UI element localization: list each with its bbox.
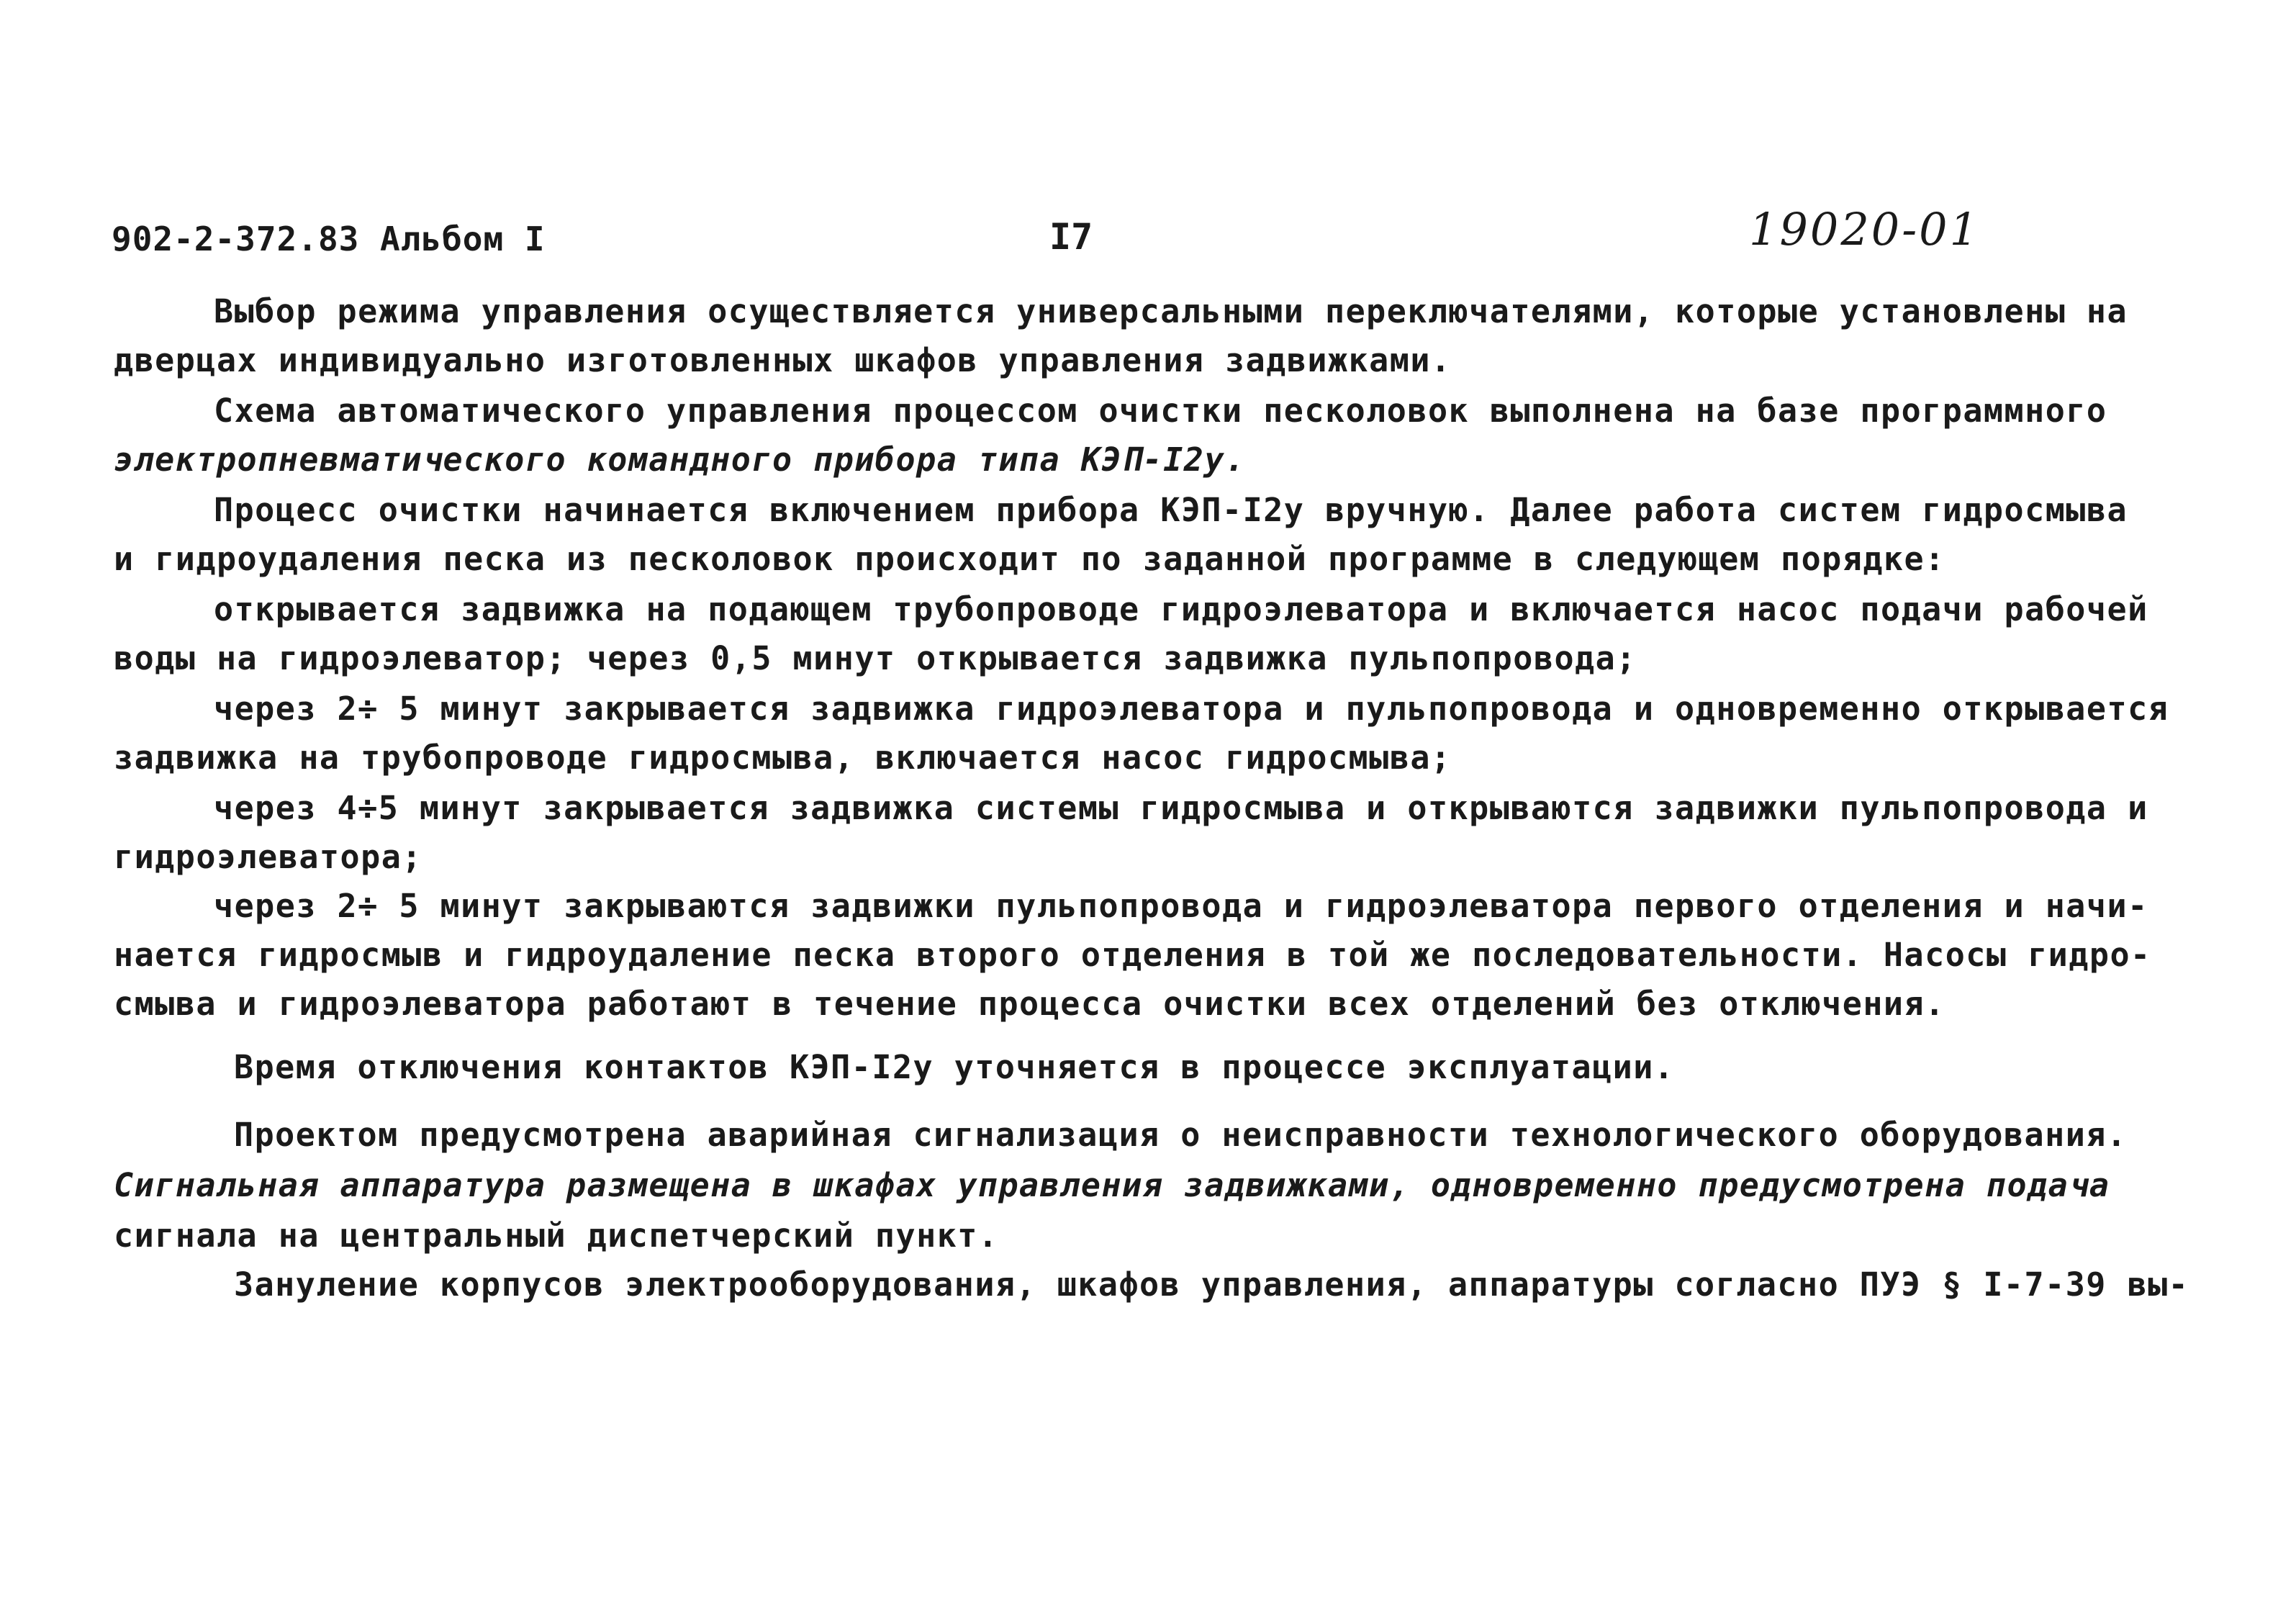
body-line: через 4÷5 минут закрывается задвижка системы гидросмыва и открываются задвижки пульпопровода и [214, 789, 2148, 827]
document-code: 902-2-372.83 Альбом I [112, 220, 546, 258]
body-line: и гидроудаления песка из песколовок происходит по заданной программе в следующем порядке: [114, 540, 1945, 578]
body-line: дверцах индивидуально изготовленных шкафов управления задвижками. [114, 341, 1452, 379]
sheet-id: 19020-01 [1749, 203, 1981, 256]
body-line: нается гидросмыв и гидроудаление песка второго отделения в той же последовательности. Насосы гидро- [114, 936, 2151, 974]
body-line: Процесс очистки начинается включением прибора КЭП-I2у вручную. Далее работа систем гидросмыва [214, 491, 2128, 529]
body-line: через 2÷ 5 минут закрываются задвижки пульпопровода и гидроэлеватора первого отделения и начи- [214, 887, 2148, 925]
body-line: гидроэлеватора; [114, 838, 422, 876]
page-number: I7 [1049, 216, 1093, 258]
body-line: открывается задвижка на подающем трубопроводе гидроэлеватора и включается насос подачи рабочей [214, 590, 2148, 628]
body-line: электропневматического командного прибора типа КЭП-I2у. [114, 441, 1246, 479]
body-line: через 2÷ 5 минут закрывается задвижка гидроэлеватора и пульпопровода и одновременно открывается [214, 690, 2169, 728]
body-line: Время отключения контактов КЭП-I2у уточняется в процессе эксплуатации. [234, 1048, 1675, 1086]
body-line: смыва и гидроэлеватора работают в течение процесса очистки всех отделений без отключения. [114, 985, 1945, 1023]
body-line: задвижка на трубопроводе гидросмыва, включается насос гидросмыва; [114, 739, 1452, 777]
body-line: Выбор режима управления осуществляется универсальными переключателями, которые установлены на [214, 292, 2128, 330]
body-line: Схема автоматического управления процессом очистки песколовок выполнена на базе программного [214, 392, 2107, 430]
body-line: воды на гидроэлеватор; через 0,5 минут открывается задвижка пульпопровода; [114, 639, 1637, 677]
body-line: сигнала на центральный диспетчерский пункт. [114, 1216, 999, 1255]
body-line: Сигнальная аппаратура размещена в шкафах управления задвижками, одновременно предусмотрена подача [114, 1166, 2110, 1204]
body-line: Зануление корпусов электрооборудования, шкафов управления, аппаратуры согласно ПУЭ § I-7-39 вы- [234, 1265, 2189, 1304]
body-line: Проектом предусмотрена аварийная сигнализация о неисправности технологического оборудования. [234, 1116, 2128, 1154]
